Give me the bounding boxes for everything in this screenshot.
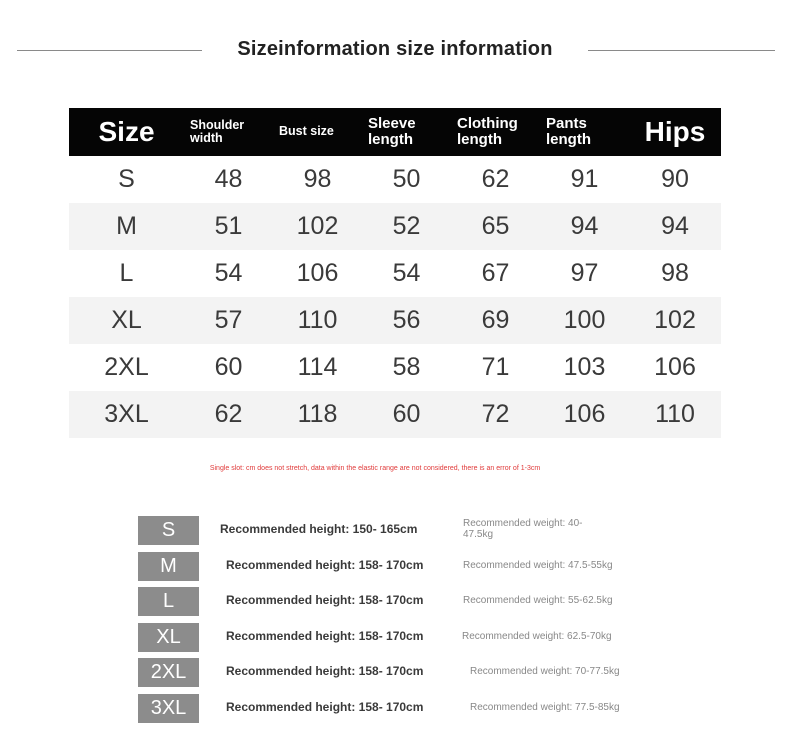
- header-clothing-length: Clothing length: [451, 108, 540, 156]
- recommended-height: Recommended height: 158- 170cm: [226, 664, 424, 678]
- recommended-weight: Recommended weight: 47.5-55kg: [463, 559, 613, 571]
- cell-size: 3XL: [69, 391, 184, 438]
- cell-bust-size: 102: [273, 203, 362, 250]
- cell-bust-size: 118: [273, 391, 362, 438]
- size-badge: XL: [138, 623, 199, 652]
- cell-pants-length: 91: [570, 165, 599, 193]
- cell-size: S: [118, 165, 135, 193]
- header-size: Size: [69, 108, 184, 156]
- cell-shoulder-width: 62: [184, 391, 273, 438]
- cell-size: M: [69, 203, 184, 250]
- cell-hips: 90: [661, 165, 689, 193]
- recommended-weight: Recommended weight: 70-77.5kg: [470, 666, 620, 677]
- measurement-note: Single slot: cm does not stretch, data within the elastic range are not considered, there is an error of 1-3cm: [209, 465, 541, 472]
- cell-shoulder-width: 57: [184, 297, 273, 344]
- recommended-weight: Recommended weight: 62.5-70kg: [462, 630, 612, 642]
- cell-clothing-length: 67: [481, 259, 510, 287]
- table-header-row: [69, 108, 721, 156]
- cell-sleeve-length: 58: [392, 353, 421, 381]
- cell-sleeve-length: 52: [362, 203, 451, 250]
- header-shoulder-width: Shoulder width: [184, 108, 273, 156]
- recommendation-row: [138, 658, 758, 694]
- recommendation-row: [138, 694, 758, 730]
- cell-hips: 106: [654, 353, 696, 381]
- table-row: [69, 156, 721, 203]
- cell-pants-length: 97: [570, 259, 599, 287]
- cell-shoulder-width: 48: [214, 165, 243, 193]
- cell-pants-length: 103: [563, 353, 606, 381]
- cell-shoulder-width: 60: [214, 353, 243, 381]
- cell-size: L: [119, 259, 134, 287]
- recommended-height: Recommended height: 158- 170cm: [226, 699, 424, 714]
- cell-hips: 98: [661, 259, 689, 287]
- cell-sleeve-length: 50: [392, 165, 421, 193]
- cell-hips: 110: [629, 391, 721, 438]
- header-bust-size: Bust size: [273, 108, 362, 156]
- cell-clothing-length: 62: [481, 165, 510, 193]
- recommendation-row: [138, 587, 758, 623]
- cell-size: XL: [69, 297, 184, 344]
- cell-clothing-length: 69: [451, 297, 540, 344]
- recommended-height: Recommended height: 150- 165cm: [220, 522, 418, 536]
- cell-clothing-length: 72: [451, 391, 540, 438]
- size-badge: S: [138, 516, 199, 545]
- recommended-height: Recommended height: 158- 170cm: [226, 593, 424, 607]
- recommended-height: Recommended height: 158- 170cm: [226, 557, 424, 572]
- recommended-weight: Recommended weight: 55-62.5kg: [463, 595, 613, 606]
- cell-bust-size: 114: [297, 353, 338, 381]
- cell-bust-size: 98: [303, 165, 332, 193]
- table-row: [69, 391, 721, 438]
- header-hips: Hips: [629, 108, 721, 156]
- cell-pants-length: 106: [540, 391, 629, 438]
- recommended-weight: Recommended weight: 77.5-85kg: [470, 701, 620, 713]
- recommended-height: Recommended height: 158- 170cm: [226, 628, 424, 643]
- cell-size: 2XL: [104, 353, 149, 381]
- cell-bust-size: 110: [273, 297, 362, 344]
- title-section: [0, 36, 790, 64]
- cell-clothing-length: 71: [481, 353, 510, 381]
- header-pants-length: Pants length: [540, 108, 629, 156]
- cell-sleeve-length: 56: [362, 297, 451, 344]
- recommendation-row: [138, 516, 758, 552]
- cell-sleeve-length: 60: [362, 391, 451, 438]
- page-title: Sizeinformation size information: [237, 38, 553, 60]
- recommendation-row: [138, 623, 758, 659]
- recommended-weight: Recommended weight: 40-47.5kg: [463, 518, 583, 540]
- cell-hips: 94: [629, 203, 721, 250]
- size-chart-table: [69, 108, 721, 438]
- recommendation-list: [138, 516, 758, 729]
- size-badge: M: [138, 552, 199, 581]
- cell-shoulder-width: 51: [184, 203, 273, 250]
- cell-shoulder-width: 54: [214, 259, 243, 287]
- recommendation-row: [138, 552, 758, 588]
- cell-hips: 102: [629, 297, 721, 344]
- cell-sleeve-length: 54: [392, 259, 421, 287]
- title-divider-right: [588, 50, 775, 51]
- header-sleeve-length: Sleeve length: [362, 108, 451, 156]
- cell-pants-length: 100: [540, 297, 629, 344]
- cell-bust-size: 106: [296, 259, 339, 287]
- cell-clothing-length: 65: [451, 203, 540, 250]
- size-badge: 2XL: [138, 658, 199, 687]
- size-badge: L: [138, 587, 199, 616]
- table-row: [69, 250, 721, 297]
- table-row: [69, 297, 721, 344]
- table-row: [69, 344, 721, 391]
- size-badge: 3XL: [138, 694, 199, 723]
- table-row: [69, 203, 721, 250]
- cell-pants-length: 94: [540, 203, 629, 250]
